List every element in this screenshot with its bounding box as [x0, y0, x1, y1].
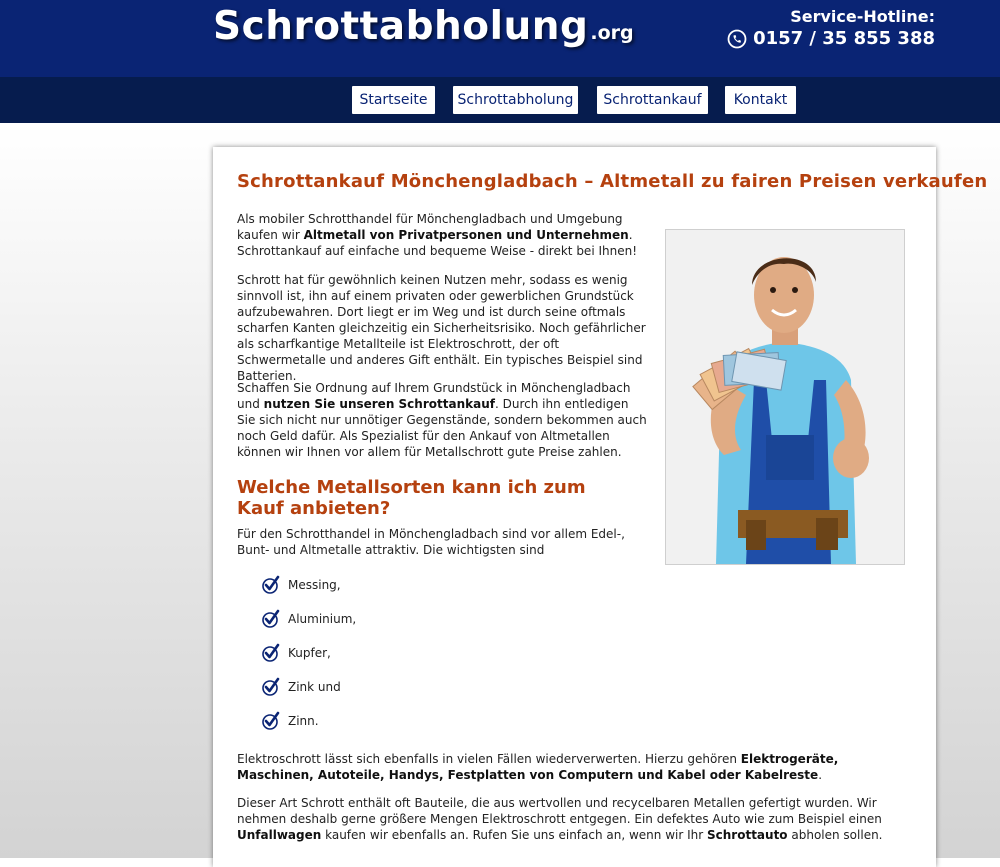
hotline-number-row[interactable]	[727, 27, 935, 51]
bauteile-text-a: Dieser Art Schrott enthält oft Bauteile, die aus wertvollen und recycelbaren Metallen gefertigt wurden. Wir nehmen deshalb gerne größere Mengen Elektroschrott entgegen. Ein defektes Auto wie zum Beispiel einen	[237, 796, 882, 826]
bauteile-text-c: kaufen wir ebenfalls an. Rufen Sie uns einfach an, wenn wir Ihr	[321, 828, 707, 842]
nav-item-schrottabholung[interactable]: Schrottabholung	[453, 86, 578, 114]
check-icon	[261, 609, 281, 629]
main-navigation	[0, 77, 1000, 123]
check-icon	[261, 677, 281, 697]
check-icon	[261, 575, 281, 595]
list-item	[261, 609, 461, 629]
site-logo[interactable]	[213, 4, 634, 49]
service-hotline	[727, 7, 935, 51]
worker-illustration	[666, 230, 904, 564]
ordnung-text-bold: nutzen Sie unseren Schrottankauf	[263, 397, 495, 411]
bauteile-text-e: abholen sollen.	[787, 828, 883, 842]
hotline-label: Service-Hotline:	[790, 7, 935, 26]
list-item	[261, 677, 461, 697]
intro-text-c: . Schrottankauf auf einfache und bequeme Weise - direkt bei Ihnen!	[237, 228, 638, 258]
worker-with-money-photo	[665, 229, 905, 565]
nav-item-startseite[interactable]: Startseite	[352, 86, 435, 114]
paragraph-elektroschrott	[237, 751, 909, 783]
intro-text-a: Als mobiler Schrotthandel für Mönchengladbach und Umgebung kaufen wir	[237, 212, 623, 242]
check-icon	[261, 711, 281, 731]
nav-item-schrottankauf[interactable]: Schrottankauf	[597, 86, 708, 114]
logo-main-text: Schrottabholung	[213, 4, 589, 49]
metal-label: Zinn.	[288, 714, 319, 728]
check-icon	[261, 643, 281, 663]
ordnung-text-a: Schaffen Sie Ordnung auf Ihrem Grundstück in Mönchengladbach und	[237, 381, 631, 411]
section-heading-metallsorten: Welche Metallsorten kann ich zum Kauf anbieten?	[237, 477, 586, 519]
paragraph-ordnung	[237, 380, 649, 460]
paragraph-bauteile	[237, 795, 909, 843]
paragraph-metallsorten-intro: Für den Schrotthandel in Mönchengladbach sind vor allem Edel-, Bunt- und Altmetalle attraktiv. Die wichtigsten sind	[237, 527, 625, 557]
paragraph-schrott-nutzen: Schrott hat für gewöhnlich keinen Nutzen mehr, sodass es wenig sinnvoll ist, ihn auf einem privaten oder gewerblichen Grundstück aufzubewahren. Dort liegt er im Weg und ist durch seine oftmals scharfen Kanten gleichzeitig ein Sicherheitsrisiko. Noch gefährlicher als scharfkantige Metallteile ist Elektroschrott, der oft Schwermetalle und anderes Gift enthält. Ein typisches Beispiel sind Batterien.	[237, 273, 646, 383]
elektro-text-a: Elektroschrott lässt sich ebenfalls in vielen Fällen wiederverwerten. Hierzu gehören	[237, 752, 741, 766]
list-item	[261, 711, 461, 731]
metal-label: Aluminium,	[288, 612, 357, 626]
content-box	[213, 147, 988, 867]
logo-tld-text: .org	[590, 22, 634, 44]
list-item	[261, 643, 461, 663]
metal-label: Kupfer,	[288, 646, 331, 660]
list-item	[261, 575, 461, 595]
hotline-number: 0157 / 35 855 388	[753, 28, 935, 49]
page-title: Schrottankauf Mönchengladbach – Altmetall zu fairen Preisen verkaufen	[237, 171, 988, 192]
phone-icon	[727, 29, 747, 49]
bauteile-text-bold-2: Schrottauto	[707, 828, 788, 842]
elektro-text-c: .	[818, 768, 823, 782]
bauteile-text-bold-1: Unfallwagen	[237, 828, 322, 842]
intro-text-bold: Altmetall von Privatpersonen und Unternehmen	[303, 228, 629, 242]
site-header	[0, 0, 1000, 77]
intro-paragraph	[237, 211, 647, 259]
metal-label: Messing,	[288, 578, 341, 592]
nav-item-kontakt[interactable]: Kontakt	[725, 86, 796, 114]
ordnung-text-c: . Durch ihn entledigen Sie sich nicht nur unnötiger Gegenstände, sondern bekommen auch noch Geld dafür. Als Spezialist für den Ankauf von Altmetallen können wir Ihnen vor allem für Metallschrott gute Preise zahlen.	[237, 397, 647, 459]
metal-label: Zink und	[288, 680, 341, 694]
elektro-text-bold: Elektrogeräte, Maschinen, Autoteile, Handys, Festplatten von Computern und Kabel oder Kabelreste	[237, 752, 839, 782]
